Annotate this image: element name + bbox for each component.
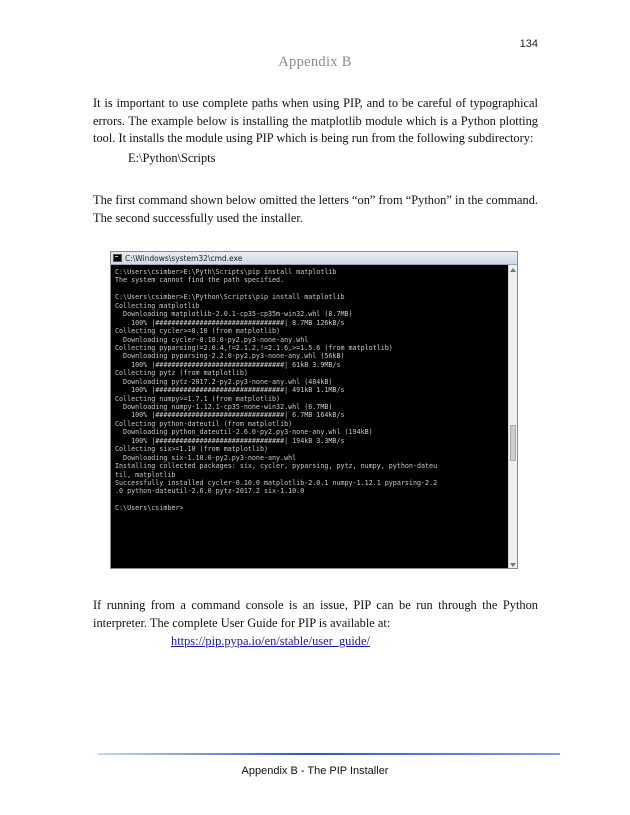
terminal-line: Downloading matplotlib-2.0.1-cp35-cp35m-win32.whl (8.7MB) [115, 310, 353, 319]
command-explanation-paragraph: The first command shown below omitted the letters “on” from “Python” in the command. The second successfully used the installer. [93, 193, 538, 225]
terminal-line: 100% |################################| 8.7MB 126kB/s [115, 318, 345, 327]
terminal-line: Downloading six-1.10.0-py2.py3-none-any.whl [115, 453, 297, 462]
cmd-window-screenshot [110, 251, 518, 569]
page-number: 134 [519, 38, 538, 50]
terminal-line [115, 285, 505, 293]
scripts-path: E:\Python\Scripts [128, 151, 216, 165]
pip-user-guide-link[interactable]: https://pip.pypa.io/en/stable/user_guide/ [171, 634, 370, 648]
terminal-line: Collecting cycler>=0.10 (from matplotlib) [115, 327, 281, 336]
cmd-icon [113, 254, 122, 262]
terminal-line: C:\Users\csimber>E:\Python\Scripts\pip install matplotlib [115, 293, 345, 302]
terminal-line: Downloading pytz-2017.2-py2.py3-none-any.whl (484kB) [115, 377, 333, 386]
cmd-scrollbar [508, 265, 517, 569]
terminal-line: Successfully installed cycler-0.10.0 matplotlib-2.0.1 numpy-1.12.1 pyparsing-2.2 [115, 478, 438, 487]
intro-paragraph: It is important to use complete paths when using PIP, and to be careful of typographical errors. The example below is installing the matplotlib module which is a Python plotting tool. It installs the module using PIP which is being run from the following subdirectory: [93, 96, 538, 145]
terminal-line: Collecting pytz (from matplotlib) [115, 369, 248, 378]
cmd-body [111, 265, 517, 569]
terminal-line [115, 496, 505, 504]
terminal-line: 100% |################################| 194kB 3.3MB/s [115, 436, 345, 445]
terminal-line: C:\Users\csimber>E:\Pyth\Scripts\pip install matplotlib [115, 268, 337, 276]
footer-text: Appendix B - The PIP Installer [241, 765, 389, 777]
terminal-line: Collecting pyparsing!=2.0.4,!=2.1.2,!=2.1.6,>=1.5.6 (from matplotlib) [115, 343, 393, 352]
cmd-window-title: C:\Windows\system32\cmd.exe [125, 253, 243, 263]
interpreter-paragraph: If running from a command console is an issue, PIP can be run through the Python interpreter. The complete User Guide for PIP is available at: [93, 598, 538, 630]
terminal-line: 100% |################################| 491kB 1.1MB/s [115, 386, 345, 395]
terminal-line: Collecting python-dateutil (from matplotlib) [115, 419, 293, 428]
terminal-line: Collecting matplotlib [115, 301, 200, 310]
terminal-line: Downloading cycler-0.10.0-py2.py3-none-any.whl [115, 335, 309, 344]
terminal-line: C:\Users\csimber> [115, 504, 184, 513]
appendix-heading: Appendix B [278, 54, 352, 70]
terminal-line: Downloading numpy-1.12.1-cp35-none-win32.whl (6.7MB) [115, 403, 333, 411]
terminal-line: Collecting numpy>=1.7.1 (from matplotlib) [115, 394, 281, 403]
terminal-line: til, matplotlib [115, 470, 176, 479]
terminal-output [115, 268, 505, 513]
terminal-line: The system cannot find the path specified. [115, 276, 285, 285]
scroll-up-arrow-icon [510, 268, 516, 272]
terminal-line: 100% |################################| 61kB 3.9MB/s [115, 360, 341, 369]
terminal-line: .0 python-dateutil-2.6.0 pytz-2017.2 six-1.10.0 [115, 487, 305, 496]
cmd-titlebar [111, 252, 517, 265]
scroll-thumb [510, 425, 516, 461]
terminal-line: Downloading python_dateutil-2.6.0-py2.py3-none-any.whl (194kB) [115, 428, 373, 437]
terminal-line: Downloading pyparsing-2.2.0-py2.py3-none-any.whl (56kB) [115, 352, 345, 361]
terminal-line: Collecting six>=1.10 (from matplotlib) [115, 445, 268, 454]
scroll-down-arrow-icon [510, 563, 516, 567]
terminal-line: 100% |################################| 6.7MB 164kB/s [115, 411, 345, 420]
footer-rule [98, 753, 560, 755]
terminal-line: Installing collected packages: six, cycler, pyparsing, pytz, numpy, python-dateu [115, 462, 438, 471]
